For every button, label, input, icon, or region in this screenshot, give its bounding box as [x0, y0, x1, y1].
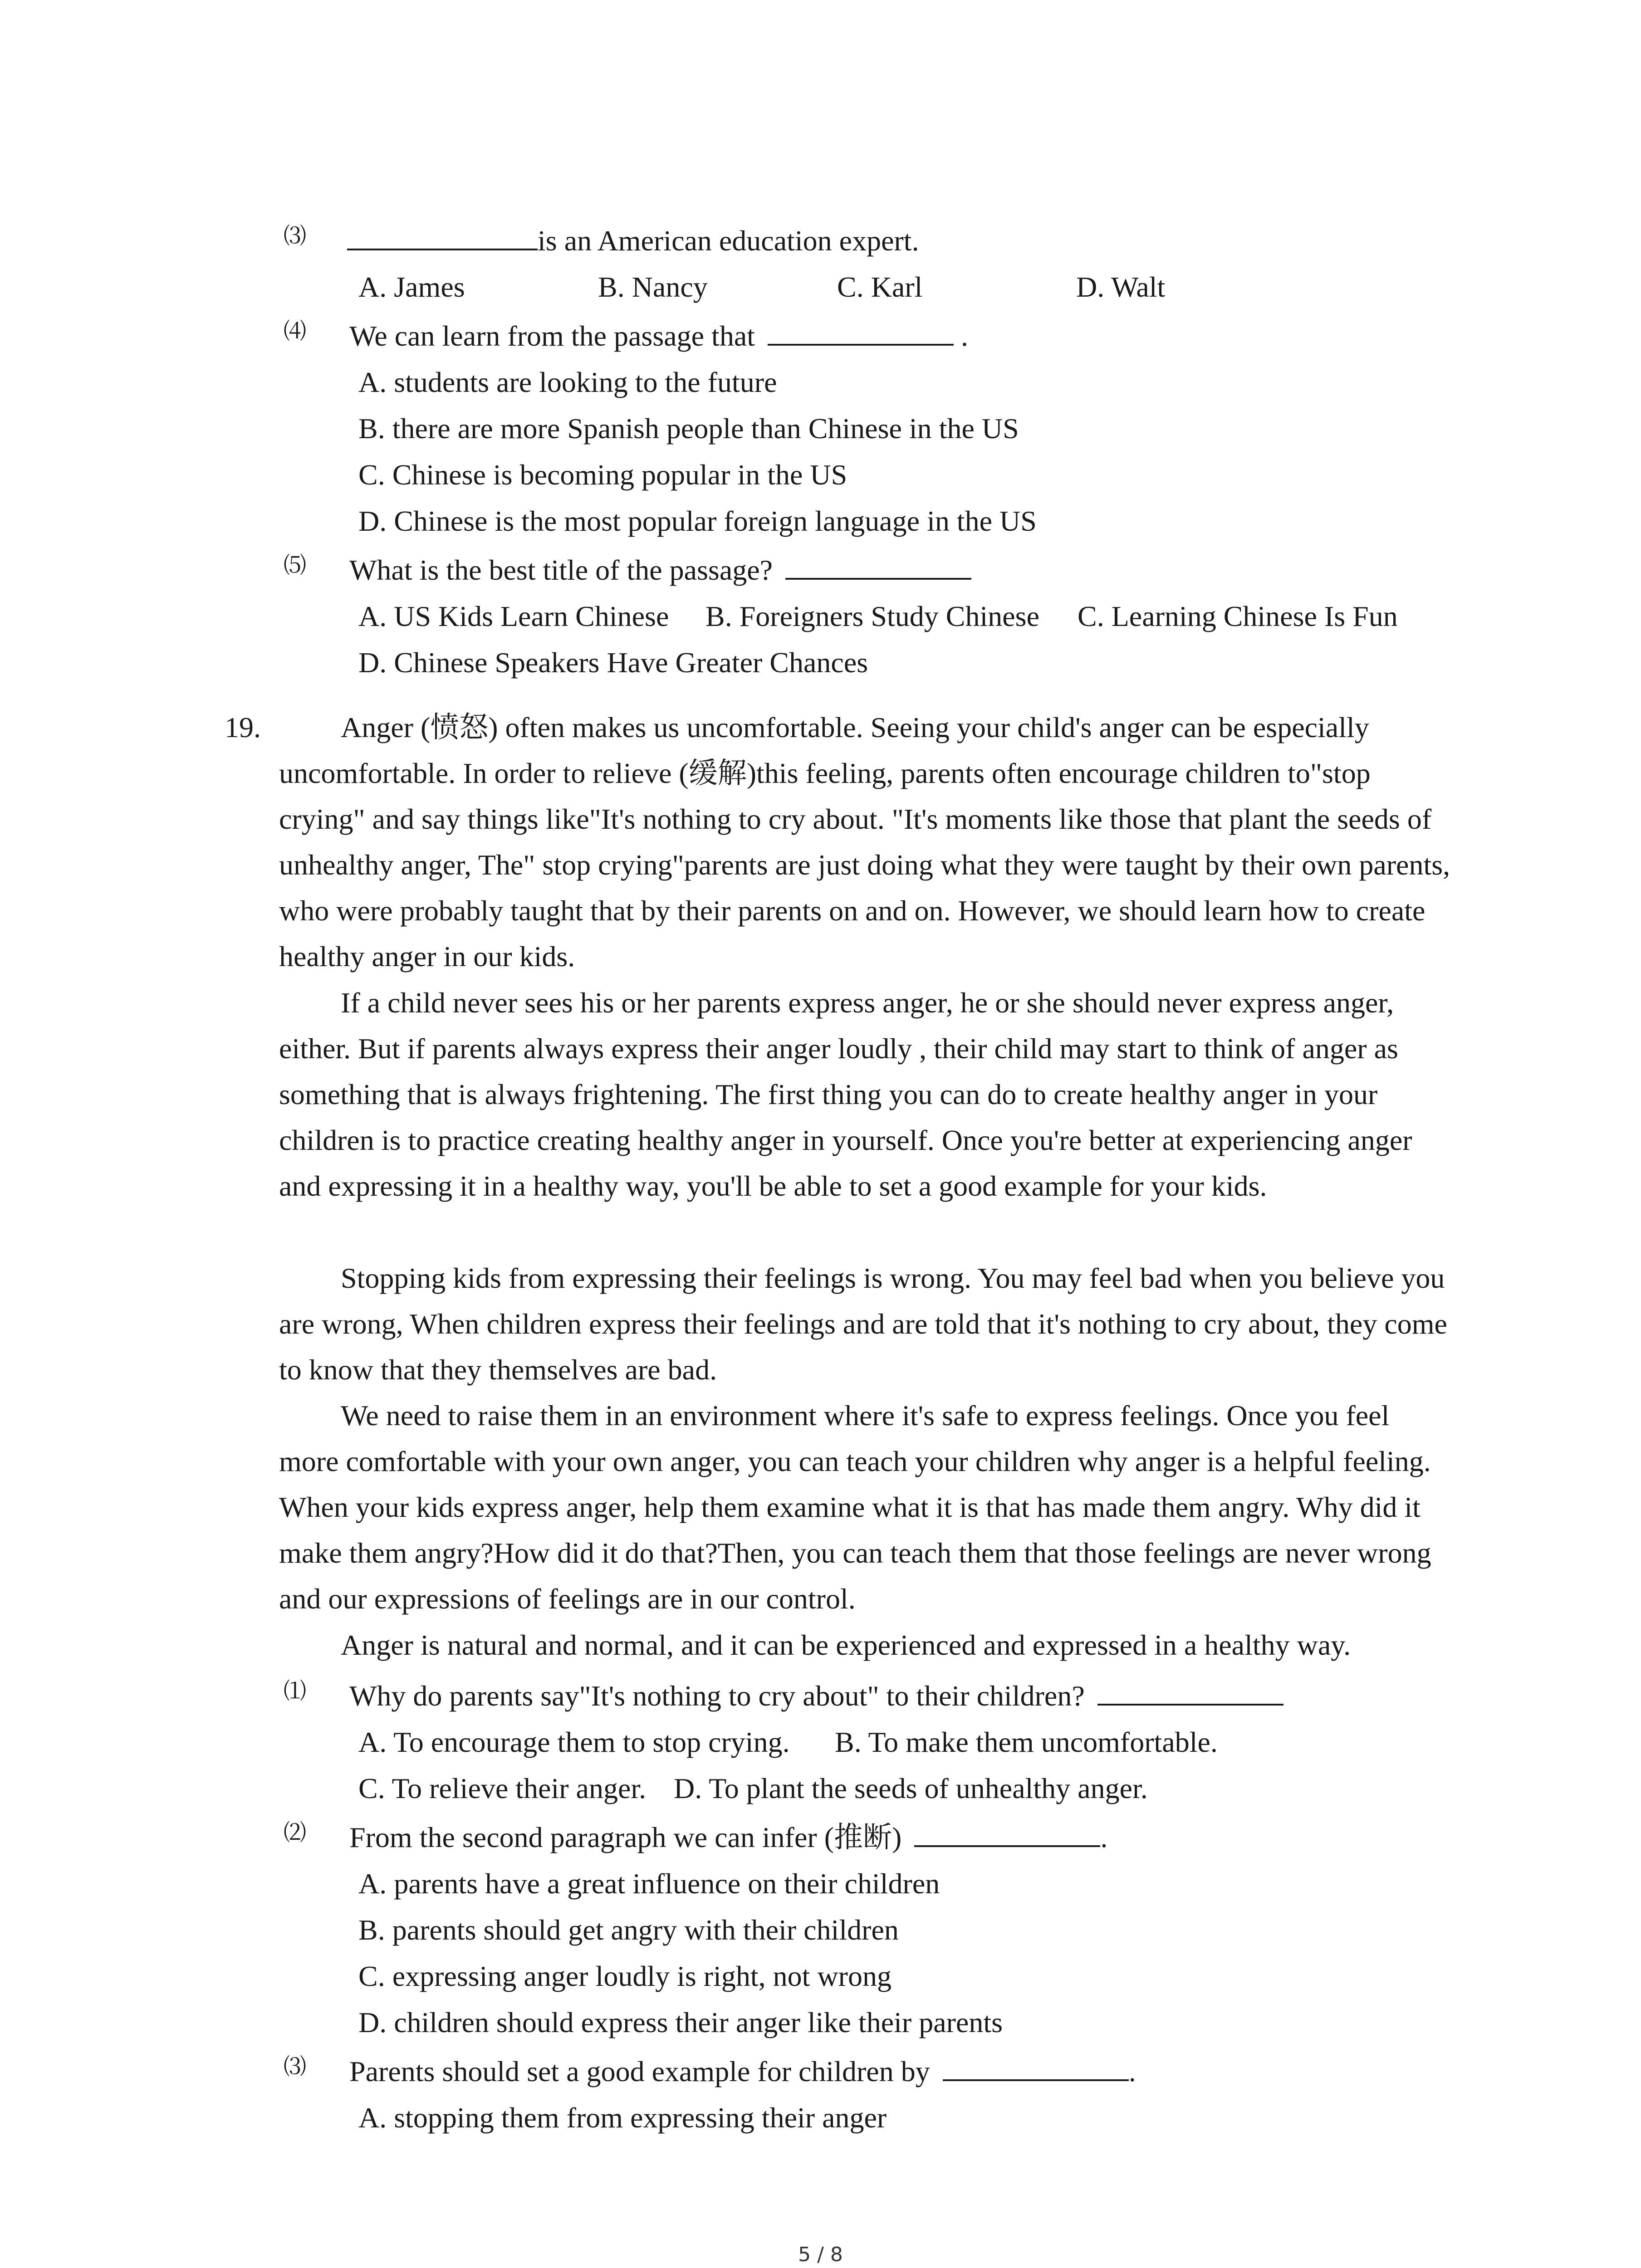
- question-text: We can learn from the passage that: [349, 320, 755, 352]
- option: C. Karl: [837, 271, 923, 303]
- option: C. expressing anger loudly is right, not wrong: [358, 1960, 892, 1992]
- question-text: What is the best title of the passage?: [349, 554, 773, 586]
- option: D. Chinese Speakers Have Greater Chances: [358, 646, 868, 679]
- option: B. Nancy: [598, 271, 708, 303]
- passage-paragraph-3: Stopping kids from expressing their feelings is wrong. You may feel bad when you believe you are wrong, When children express their feelings and are told that it's nothing to cry about, they come to know that they themselves are bad.: [279, 1262, 1447, 1386]
- option: A. James: [358, 271, 465, 303]
- question-text: From the second paragraph we can infer (推断): [349, 1821, 902, 1853]
- question-number: 19.: [225, 711, 261, 743]
- option: A. To encourage them to stop crying.: [358, 1726, 790, 1758]
- option: D. Walt: [1076, 271, 1166, 303]
- question-number: ⑷: [284, 318, 306, 344]
- passage-paragraph-4: We need to raise them in an environment where it's safe to express feelings. Once you feel more comfortable with your own anger, you can teach your children why anger is a helpful feeling. When your kids express anger, help them examine what it is that has made them angry. Why did it make them angry?How did it do that?Then, you can teach them that those feelings are never wrong and our expressions of feelings are in our control.: [279, 1399, 1431, 1615]
- question-stem: [349, 547, 971, 593]
- option: A. parents have a great influence on their children: [358, 1867, 940, 1900]
- answer-blank: [768, 316, 954, 346]
- option: B. parents should get angry with their children: [358, 1914, 899, 1946]
- question-number: ⑶: [284, 2053, 306, 2080]
- question-stem: [349, 1673, 1283, 1719]
- answer-blank: [1097, 1676, 1283, 1706]
- option: B. there are more Spanish people than Chinese in the US: [358, 412, 1019, 445]
- question-text: is an American education expert.: [538, 225, 919, 257]
- option: A. US Kids Learn Chinese: [358, 600, 669, 632]
- passage-paragraph-2: If a child never sees his or her parents express anger, he or she should never express anger, either. But if parents always express their anger loudly , their child may start to think of anger as something that is always frightening. The first thing you can do to create healthy anger in your children is to practice creating healthy anger in yourself. Once you're better at experiencing anger and expressing it in a healthy way, you'll be able to set a good example for your kids.: [279, 987, 1412, 1202]
- question-text: Parents should set a good example for children by: [349, 2055, 930, 2087]
- answer-blank: [914, 1817, 1100, 1847]
- option: C. To relieve their anger.: [358, 1772, 647, 1804]
- option: D. To plant the seeds of unhealthy anger.: [674, 1772, 1148, 1804]
- question-stem: We can learn from the passage that .: [349, 313, 968, 359]
- option: B. Foreigners Study Chinese: [705, 600, 1039, 632]
- question-stem: Parents should set a good example for children by .: [349, 2048, 1136, 2094]
- option: D. children should express their anger like their parents: [358, 2006, 1003, 2038]
- question-number: ⑴: [284, 1678, 306, 1704]
- answer-blank: [785, 550, 971, 580]
- option: C. Chinese is becoming popular in the US: [358, 459, 847, 491]
- answer-blank: [347, 220, 538, 250]
- passage-paragraph-1: Anger (愤怒) often makes us uncomfortable. Seeing your child's anger can be especially uncomfortable. In order to relieve (缓解)this feeling, parents often encourage children to"stop crying" and say things like"It's nothing to cry about. "It's moments like those that plant the seeds of unhealthy anger, The" stop crying"parents are just doing what they were taught by their own parents, who were probably taught that by their parents on and on. However, we should learn how to create healthy anger in our kids.: [279, 711, 1450, 973]
- option: D. Chinese is the most popular foreign language in the US: [358, 505, 1037, 537]
- option: B. To make them uncomfortable.: [835, 1726, 1218, 1758]
- option: A. students are looking to the future: [358, 366, 777, 398]
- answer-blank: [943, 2051, 1129, 2081]
- question-number: ⑵: [284, 1819, 306, 1846]
- option: A. stopping them from expressing their anger: [358, 2102, 887, 2134]
- passage-paragraph-5: Anger is natural and normal, and it can be experienced and expressed in a healthy way.: [341, 1629, 1351, 1661]
- option: C. Learning Chinese Is Fun: [1078, 600, 1398, 632]
- question-number: ⑸: [284, 552, 306, 578]
- page-number: 5 / 8: [798, 2243, 843, 2266]
- question-text: Why do parents say"It's nothing to cry about" to their children?: [349, 1680, 1085, 1712]
- question-stem: [347, 218, 919, 264]
- question-number: ⑶: [284, 223, 306, 249]
- question-stem: From the second paragraph we can infer (推断) .: [349, 1814, 1107, 1860]
